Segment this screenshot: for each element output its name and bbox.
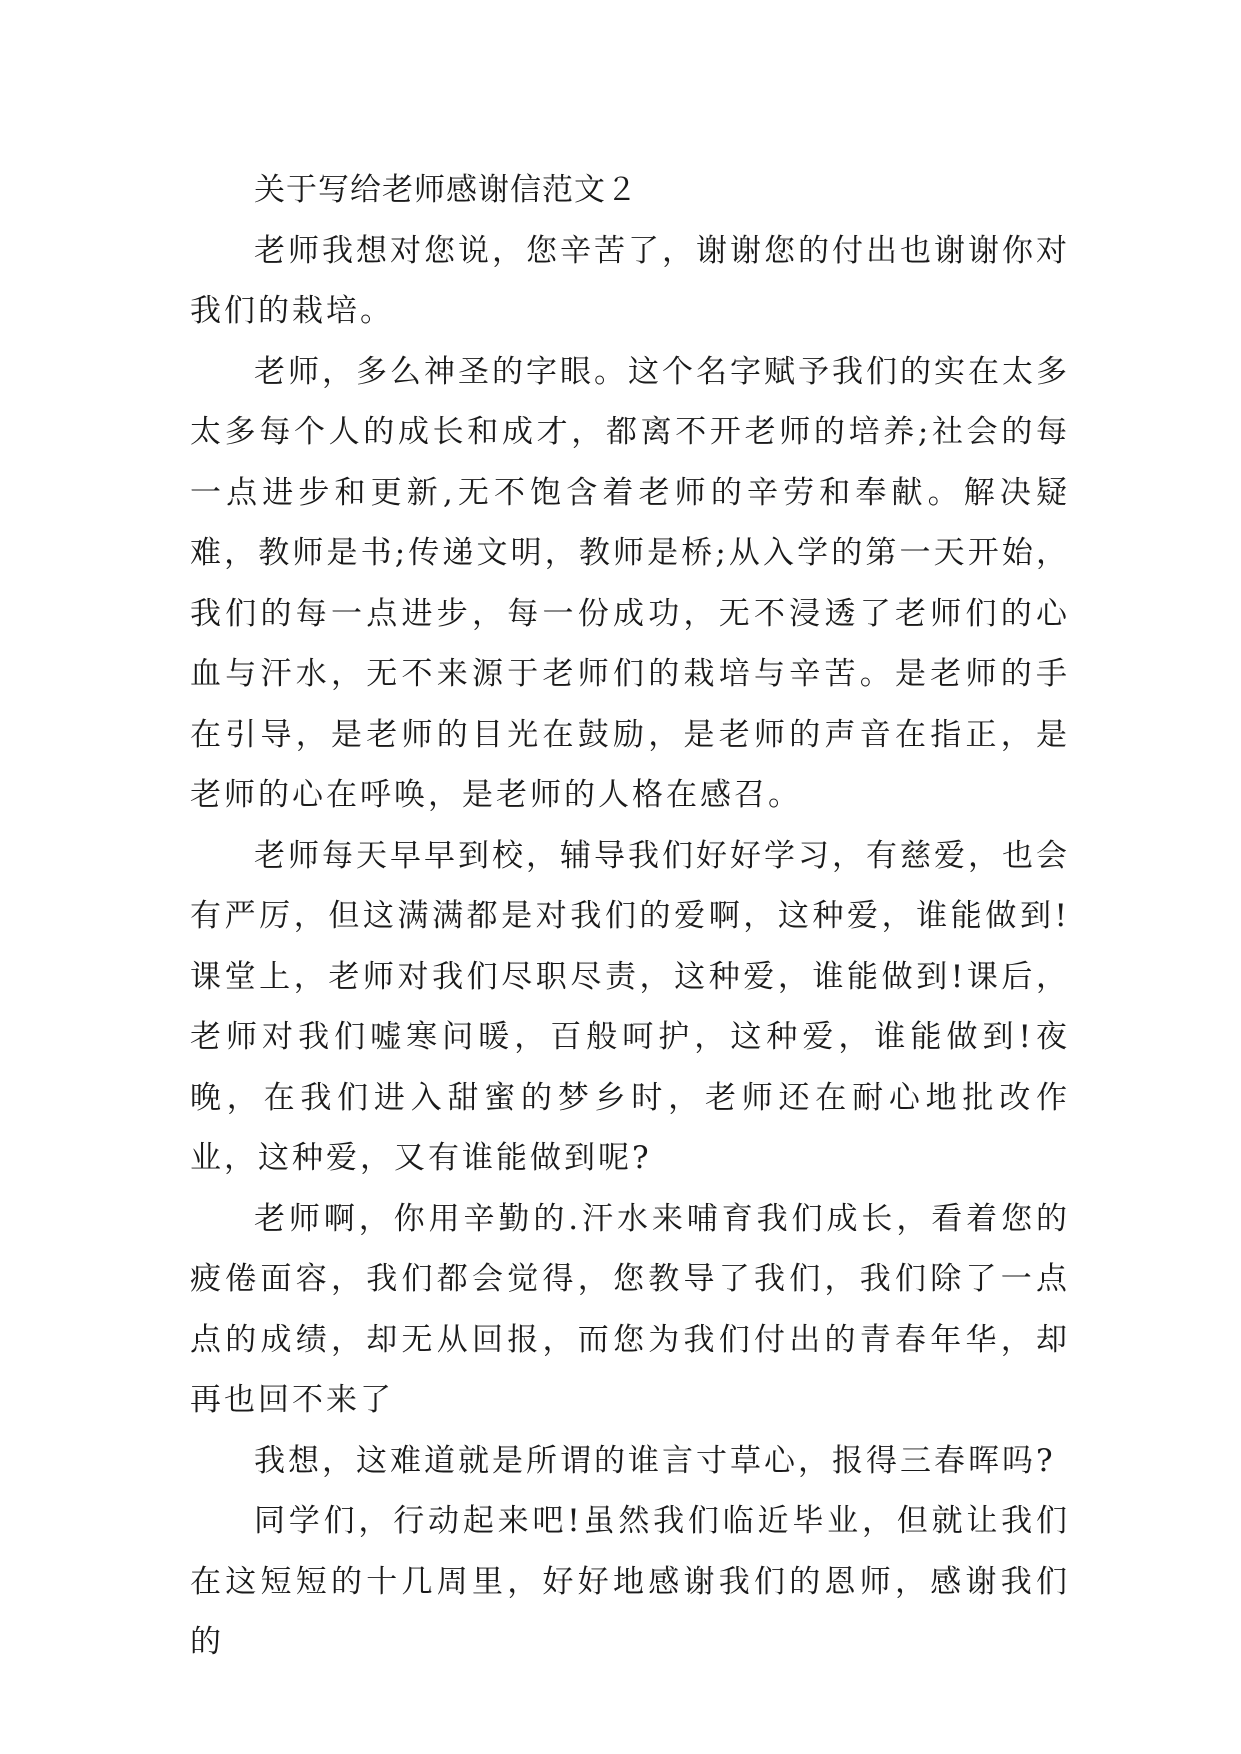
paragraph-2: 老师，多么神圣的字眼。这个名字赋予我们的实在太多太多每个人的成长和成才，都离不开老师的培养;社会的每一点进步和更新,无不饱含着老师的辛劳和奉献。解决疑难，教师是书;传递文明，教师是桥;从入学的第一天开始，我们的每一点进步，每一份成功，无不浸透了老师们的心血与汗水，无不来源于老师们的栽培与辛苦。是老师的手在引导，是老师的目光在鼓励，是老师的声音在指正，是老师的心在呼唤，是老师的人格在感召。 — [190, 353, 1070, 813]
paragraph-6: 同学们，行动起来吧!虽然我们临近毕业，但就让我们在这短短的十几周里，好好地感谢我们的恩师，感谢我们的 — [190, 1503, 1070, 1660]
paragraph-3: 老师每天早早到校，辅导我们好好学习，有慈爱，也会有严厉，但这满满都是对我们的爱啊，这种爱，谁能做到!课堂上，老师对我们尽职尽责，这种爱，谁能做到!课后，老师对我们嘘寒问暖，百般呵护，这种爱，谁能做到!夜晚，在我们进入甜蜜的梦乡时，老师还在耐心地批改作业，这种爱，又有谁能做到呢? — [190, 837, 1070, 1176]
paragraph-4: 老师啊，你用辛勤的.汗水来哺育我们成长，看着您的疲倦面容，我们都会觉得，您教导了我们，我们除了一点点的成绩，却无从回报，而您为我们付出的青春年华，却再也回不来了 — [190, 1200, 1070, 1418]
paragraph-5: 我想，这难道就是所谓的谁言寸草心，报得三春晖吗? — [254, 1442, 1056, 1479]
document-body — [190, 160, 1070, 1673]
paragraph-1: 老师我想对您说，您辛苦了，谢谢您的付出也谢谢你对我们的栽培。 — [190, 232, 1070, 329]
document-title: 关于写给老师感谢信范文２ — [254, 172, 638, 208]
